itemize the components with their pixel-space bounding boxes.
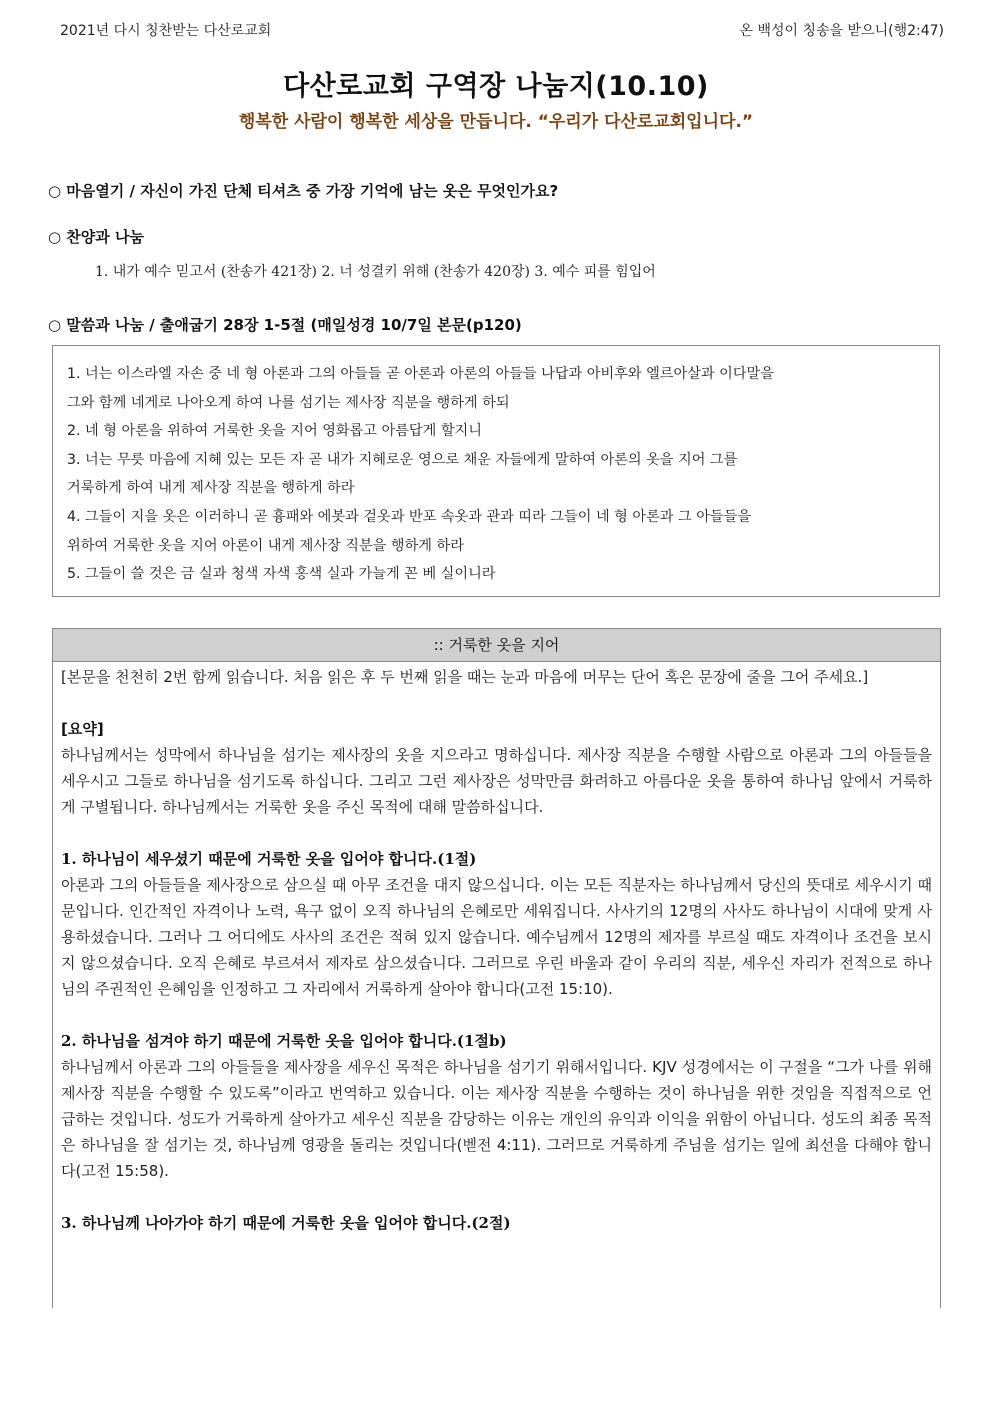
opening-question: ○ 마음열기 / 자신이 가진 단체 티셔츠 중 가장 기억에 남는 옷은 무엇인가요? xyxy=(48,182,559,200)
scripture-line: 4. 그들이 지을 옷은 이러하니 곧 흉패와 에봇과 겉옷과 반포 속옷과 관과 띠라 그들이 네 형 아론과 그 아들들을 xyxy=(67,508,752,525)
point-2-title: 2. 하나님을 섬겨야 하기 때문에 거룩한 옷을 입어야 합니다.(1절b) xyxy=(61,1032,507,1050)
scripture-line: 5. 그들이 쓸 것은 금 실과 청색 자색 홍색 실과 가늘게 꼰 베 실이니라 xyxy=(67,566,496,583)
summary-label: [요약] xyxy=(61,720,104,738)
scripture-line: 3. 너는 무릇 마음에 지혜 있는 모든 자 곧 내가 지혜로운 영으로 채운 자들에게 말하여 아론의 옷을 지어 그를 xyxy=(67,451,738,468)
scripture-line: 2. 네 형 아론을 위하여 거룩한 옷을 지어 영화롭고 아름답게 할지니 xyxy=(67,423,482,440)
point-1-body: 아론과 그의 아들들을 제사장으로 삼으실 때 아무 조건을 대지 않으십니다. 이는 모든 직분자는 하나님께서 당신의 뜻대로 세우시기 때문입니다. 인간적인 자격이나 노력, 욕구 없이 오직 하나님의 은혜로만 세워집니다. 사사기의 12명의 사사도 하나님이 시대에 맞게 사용하셨습니다. 그러나 그 어디에도 사사의 조건은 적혀 있지 않습니다. 예수님께서 12명의 제자를 부르실 때도 자격이나 조건을 보시지 않으셨습니다. 오직 은혜로 부르셔서 제자로 삼으셨습니다. 그러므로 우린 바울과 같이 우리의 직분, 세우신 자리가 전적으로 하나님의 주권적인 은혜임을 인정하고 그 자리에서 거룩하게 살아야 합니다(고전 15:10). xyxy=(61,876,932,998)
hymn-list: 1. 내가 예수 믿고서 (찬송가 421장) 2. 너 성결키 위해 (찬송가 420장) 3. 예수 피를 힘입어 xyxy=(95,264,656,280)
spacer xyxy=(61,1184,932,1210)
study-heading: :: 거룩한 옷을 지어 xyxy=(53,629,940,662)
point-3-title: 3. 하나님께 나아가야 하기 때문에 거룩한 옷을 입어야 합니다.(2절) xyxy=(61,1214,511,1232)
spacer xyxy=(61,690,932,716)
scripture-line: 위하여 거룩한 옷을 지어 아론이 내게 제사장 직분을 행하게 하라 xyxy=(67,537,464,554)
scripture-line: 그와 함께 네게로 나아오게 하여 나를 섬기는 제사장 직분을 행하게 하되 xyxy=(67,394,510,411)
study-intro: [본문을 천천히 2번 함께 읽습니다. 처음 읽은 후 두 번째 읽을 때는 눈과 마음에 머무는 단어 혹은 문장에 줄을 그어 주세요.] xyxy=(61,668,869,686)
header-verse: 온 백성이 칭송을 받으니(행2:47) xyxy=(739,23,944,39)
study-body xyxy=(53,662,940,1236)
scripture-line: 1. 너는 이스라엘 자손 중 네 형 아론과 그의 아들들 곧 아론과 아론의 아들들 나답과 아비후와 엘르아살과 이다말을 xyxy=(67,366,774,382)
point-2-body: 하나님께서 아론과 그의 아들들을 제사장을 세우신 목적은 하나님을 섬기기 위해서입니다. KJV 성경에서는 이 구절을 “그가 나를 위해 제사장 직분을 수행할 수 있도록”이라고 번역하고 있습니다. 이는 제사장 직분을 수행하는 것이 하나님을 위한 것임을 직접적으로 언급하는 것입니다. 성도가 거룩하게 살아가고 세우신 직분을 감당하는 이유는 개인의 유익과 이익을 위함이 아닙니다. 성도의 최종 목적은 하나님을 잘 섬기는 것, 하나님께 영광을 돌리는 것입니다(벧전 4:11). 그러므로 거룩하게 주님을 섬기는 일에 최선을 다해야 합니다(고전 15:58). xyxy=(61,1058,932,1180)
scripture-line: 거룩하게 하여 내게 제사장 직분을 행하게 하라 xyxy=(67,480,355,497)
point-1-title: 1. 하나님이 세우셨기 때문에 거룩한 옷을 입어야 합니다.(1절) xyxy=(61,850,477,868)
spacer xyxy=(61,1002,932,1028)
summary-text: 하나님께서는 성막에서 하나님을 섬기는 제사장의 옷을 지으라고 명하십니다. 제사장 직분을 수행할 사람으로 아론과 그의 아들들을 세우시고 그들로 하나님을 섬기도록 하십니다. 그리고 그런 제사장은 성막만큼 화려하고 아름다운 옷을 통하여 하나님 앞에서 거룩하게 구별됩니다. 하나님께서는 거룩한 옷을 주신 목적에 대해 말씀하십니다. xyxy=(61,746,932,816)
page-header xyxy=(60,20,944,40)
scripture-box xyxy=(52,345,940,597)
spacer xyxy=(61,820,932,846)
page-subtitle: 행복한 사람이 행복한 세상을 만듭니다. “우리가 다산로교회입니다.” xyxy=(238,112,754,132)
header-motto: 2021년 다시 칭찬받는 다산로교회 xyxy=(60,23,272,39)
praise-heading: ○ 찬양과 나눔 xyxy=(48,228,144,246)
study-panel xyxy=(52,628,941,1308)
word-heading: ○ 말씀과 나눔 / 출애굽기 28장 1-5절 (매일성경 10/7일 본문(p120) xyxy=(48,316,522,334)
page-title: 다산로교회 구역장 나눔지(10.10) xyxy=(283,71,709,102)
